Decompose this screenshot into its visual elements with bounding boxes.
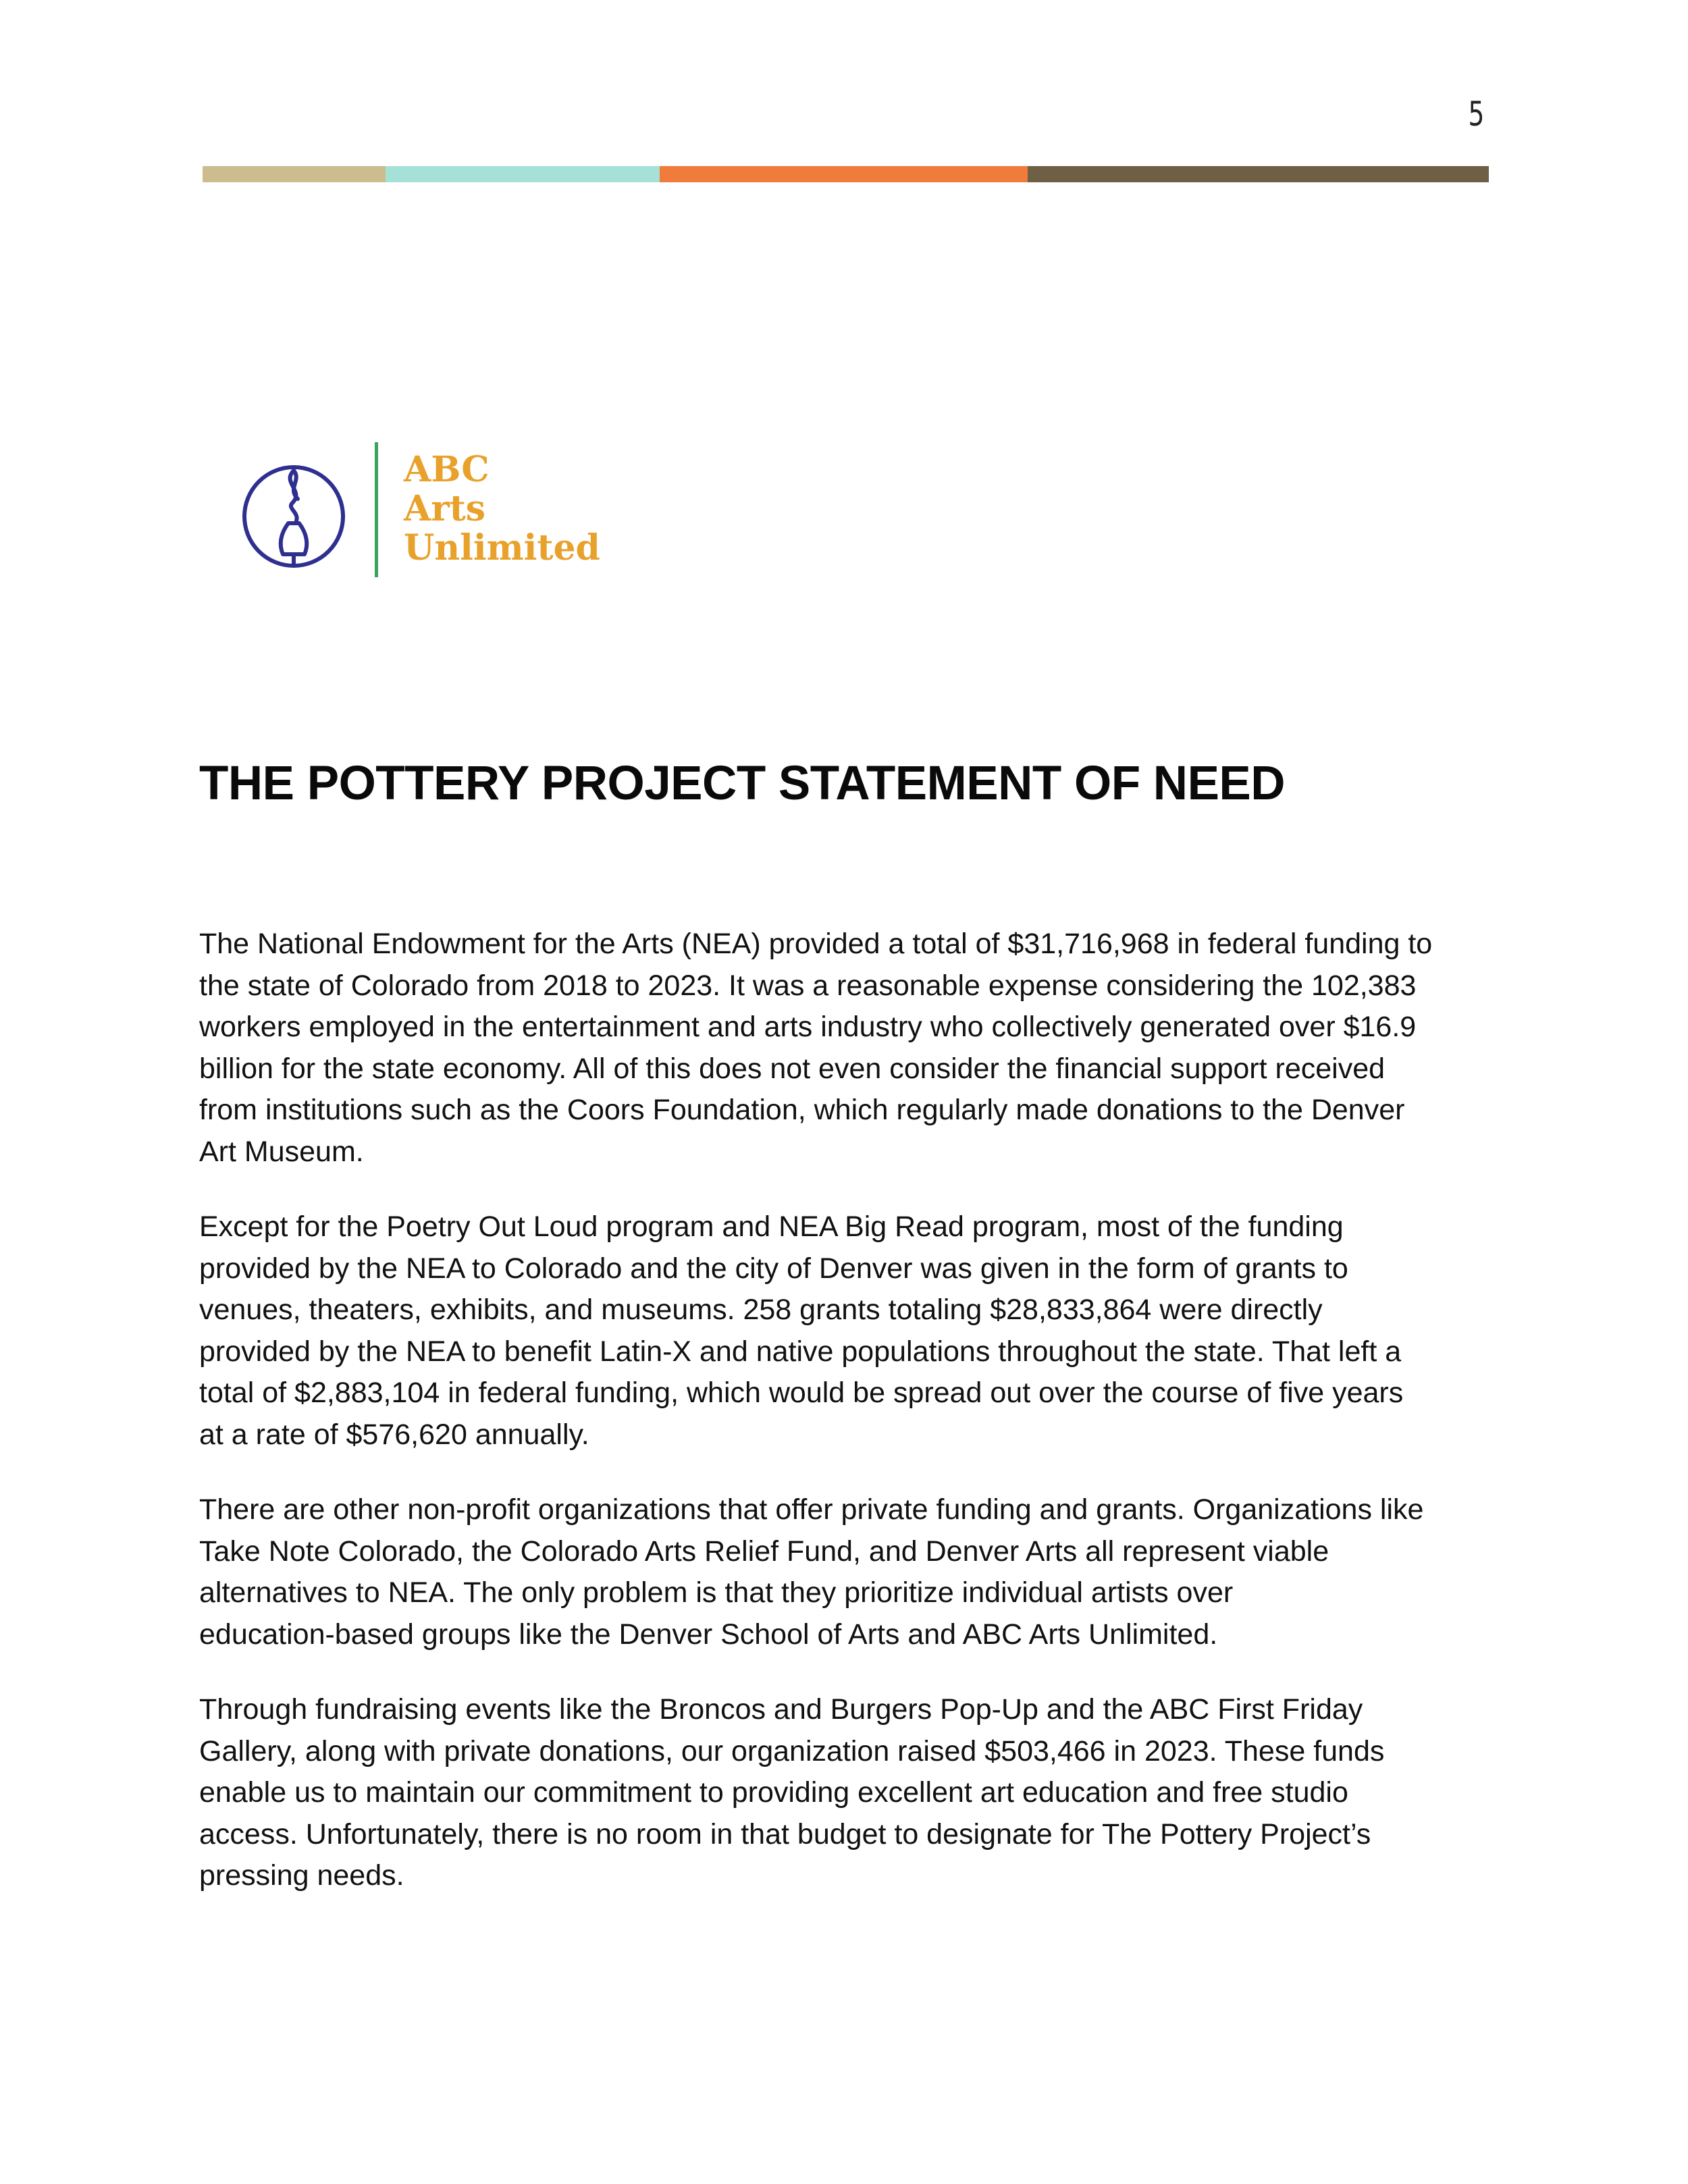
page-title: THE POTTERY PROJECT STATEMENT OF NEED: [199, 757, 1286, 810]
paragraph-line: Except for the Poetry Out Loud program and NEA Big Read program, most of the funding: [199, 1210, 1344, 1243]
color-bar-segment-mint: [386, 166, 660, 182]
paragraph-line: access. Unfortunately, there is no room in that budget to designate for The Pottery Project’s: [199, 1817, 1371, 1850]
paragraph-line: venues, theaters, exhibits, and museums. 258 grants totaling $28,833,864 were directly: [199, 1294, 1323, 1326]
color-bar-segment-tan: [203, 166, 386, 182]
statement-body: [199, 924, 1502, 1931]
page-number: 5: [1468, 95, 1483, 134]
organization-logo: [240, 442, 600, 604]
paragraph-line: workers employed in the entertainment and arts industry who collectively generated over $16.9: [199, 1011, 1417, 1043]
paragraph-line: billion for the state economy. All of this does not even consider the financial support received: [199, 1052, 1386, 1085]
logo-line-arts: Arts: [404, 488, 486, 529]
paragraph-line: Art Museum.: [199, 1135, 364, 1168]
logo-line-abc: ABC: [404, 449, 490, 490]
logo-wordmark: [404, 450, 600, 568]
paragraph-line: Through fundraising events like the Broncos and Burgers Pop-Up and the ABC First Friday: [199, 1693, 1363, 1726]
color-bar-segment-brown: [1028, 166, 1489, 182]
paragraph-line: alternatives to NEA. The only problem is that they prioritize individual artists over: [199, 1576, 1234, 1609]
header-color-bar: [203, 166, 1489, 182]
color-bar-segment-orange: [660, 166, 1028, 182]
paragraph-nea-funding: [199, 924, 1502, 1173]
logo-line-unlimited: Unlimited: [404, 527, 600, 568]
paragraph-other-nonprofits: [199, 1489, 1502, 1655]
paragraph-line: education-based groups like the Denver School of Arts and ABC Arts Unlimited.: [199, 1618, 1218, 1651]
logo-divider: [375, 442, 378, 577]
circle-flame-emblem-icon: [240, 456, 348, 577]
paragraph-line: provided by the NEA to Colorado and the city of Denver was given in the form of grants to: [199, 1252, 1348, 1285]
paragraph-grants: [199, 1206, 1502, 1456]
paragraph-line: the state of Colorado from 2018 to 2023. It was a reasonable expense considering the 102,383: [199, 969, 1417, 1002]
paragraph-line: total of $2,883,104 in federal funding, which would be spread out over the course of five years: [199, 1377, 1404, 1409]
paragraph-line: There are other non-profit organizations that offer private funding and grants. Organizations like: [199, 1493, 1424, 1526]
paragraph-line: at a rate of $576,620 annually.: [199, 1418, 589, 1451]
paragraph-line: pressing needs.: [199, 1859, 404, 1892]
paragraph-line: The National Endowment for the Arts (NEA) provided a total of $31,716,968 in federal funding to: [199, 928, 1433, 960]
paragraph-line: enable us to maintain our commitment to providing excellent art education and free studio: [199, 1776, 1348, 1809]
paragraph-line: provided by the NEA to benefit Latin-X and native populations throughout the state. That left a: [199, 1335, 1402, 1368]
paragraph-line: Take Note Colorado, the Colorado Arts Relief Fund, and Denver Arts all represent viable: [199, 1535, 1329, 1568]
paragraph-fundraising: [199, 1689, 1502, 1897]
paragraph-line: from institutions such as the Coors Foundation, which regularly made donations to the Denver: [199, 1094, 1405, 1126]
paragraph-line: Gallery, along with private donations, our organization raised $503,466 in 2023. These funds: [199, 1734, 1385, 1767]
